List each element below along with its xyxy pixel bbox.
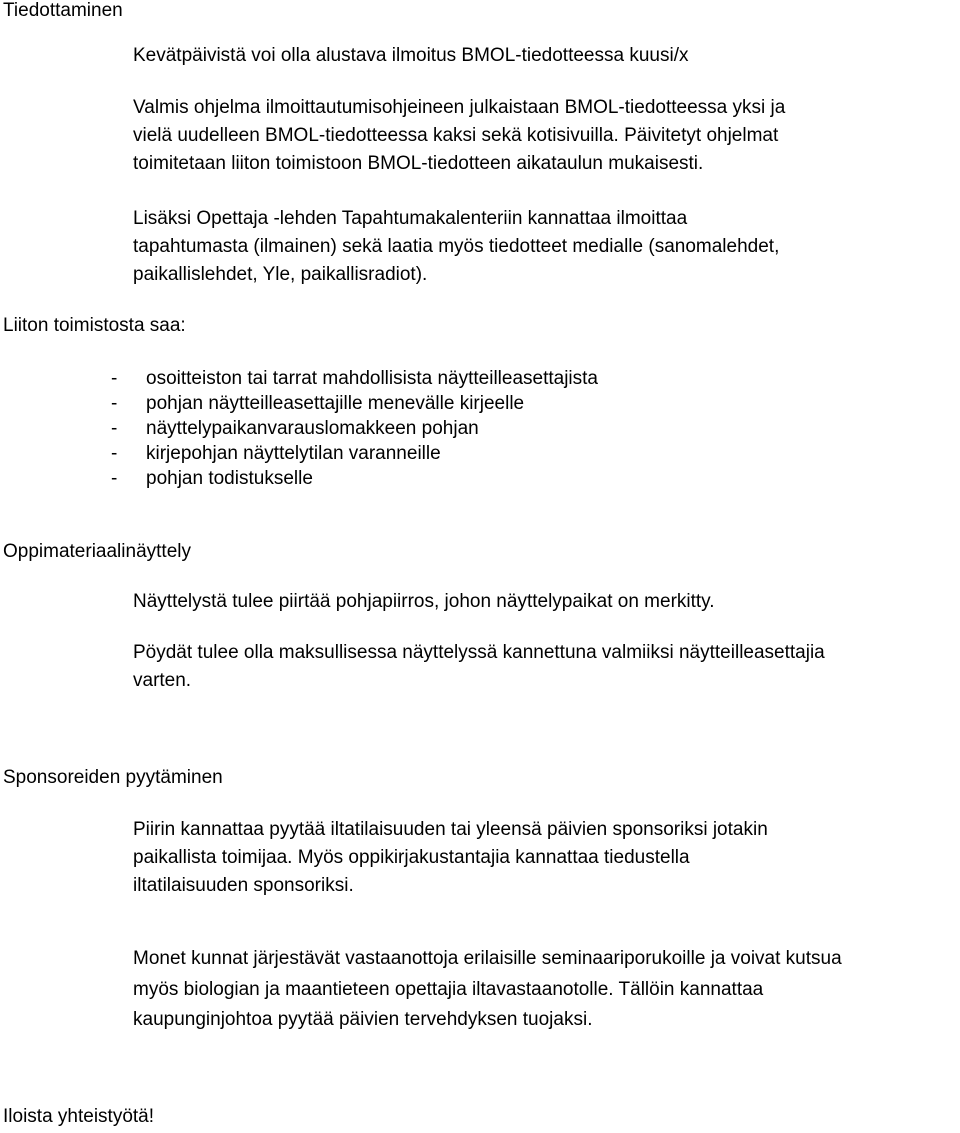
paragraph-line: Piirin kannattaa pyytää iltatilaisuuden tai yleensä päivien sponsoriksi jotakin (133, 819, 768, 840)
list-item-text: pohjan näytteilleasettajille menevälle kirjeelle (146, 393, 525, 414)
list-item-text: pohjan todistukselle (146, 468, 313, 489)
paragraph-line: Monet kunnat järjestävät vastaanottoja erilaisille seminaariporukoille ja voivat kutsua (133, 948, 842, 969)
paragraph-line: Näyttelystä tulee piirtää pohjapiirros, johon näyttelypaikat on merkitty. (133, 591, 715, 612)
list-item-text: näyttelypaikanvarauslomakkeen pohjan (146, 418, 479, 439)
bullet-dash: - (111, 468, 118, 489)
paragraph-line: kaupunginjohtoa pyytää päivien tervehdyksen tuojaksi. (133, 1009, 593, 1030)
bullet-dash: - (111, 418, 118, 439)
paragraph-line: myös biologian ja maantieteen opettajia iltavastaanotolle. Tällöin kannattaa (133, 979, 764, 1000)
paragraph-line: paikallista toimijaa. Myös oppikirjakustantajia kannattaa tiedustella (133, 847, 690, 868)
paragraph-line: tapahtumasta (ilmainen) sekä laatia myös tiedotteet medialle (sanomalehdet, (133, 236, 780, 257)
paragraph-line: iltatilaisuuden sponsoriksi. (133, 875, 354, 896)
paragraph-line: toimitetaan liiton toimistoon BMOL-tiedotteen aikataulun mukaisesti. (133, 153, 704, 174)
bullet-dash: - (111, 443, 118, 464)
heading-sponsoreiden-pyytaminen: Sponsoreiden pyytäminen (3, 767, 223, 788)
list-item-text: osoitteiston tai tarrat mahdollisista näytteilleasettajista (146, 368, 599, 389)
heading-tiedottaminen: Tiedottaminen (3, 0, 123, 21)
closing-text: Iloista yhteistyötä! (3, 1106, 155, 1127)
paragraph-line: Kevätpäivistä voi olla alustava ilmoitus BMOL-tiedotteessa kuusi/x (133, 45, 689, 66)
paragraph-line: varten. (133, 670, 192, 691)
paragraph-line: Lisäksi Opettaja -lehden Tapahtumakalenteriin kannattaa ilmoittaa (133, 208, 688, 229)
paragraph-line: Valmis ohjelma ilmoittautumisohjeineen julkaistaan BMOL-tiedotteessa yksi ja (133, 97, 786, 118)
paragraph-line: vielä uudelleen BMOL-tiedotteessa kaksi sekä kotisivuilla. Päivitetyt ohjelmat (133, 125, 779, 146)
paragraph-line: paikallislehdet, Yle, paikallisradiot). (133, 264, 428, 285)
paragraph-line: Pöydät tulee olla maksullisessa näyttelyssä kannettuna valmiiksi näytteilleasettajia (133, 642, 825, 663)
heading-oppimateriaalinayttely: Oppimateriaalinäyttely (3, 541, 191, 562)
list-item-text: kirjepohjan näyttelytilan varanneille (146, 443, 441, 464)
heading-liiton-toimistosta: Liiton toimistosta saa: (3, 315, 186, 336)
bullet-dash: - (111, 368, 118, 389)
bullet-dash: - (111, 393, 118, 414)
